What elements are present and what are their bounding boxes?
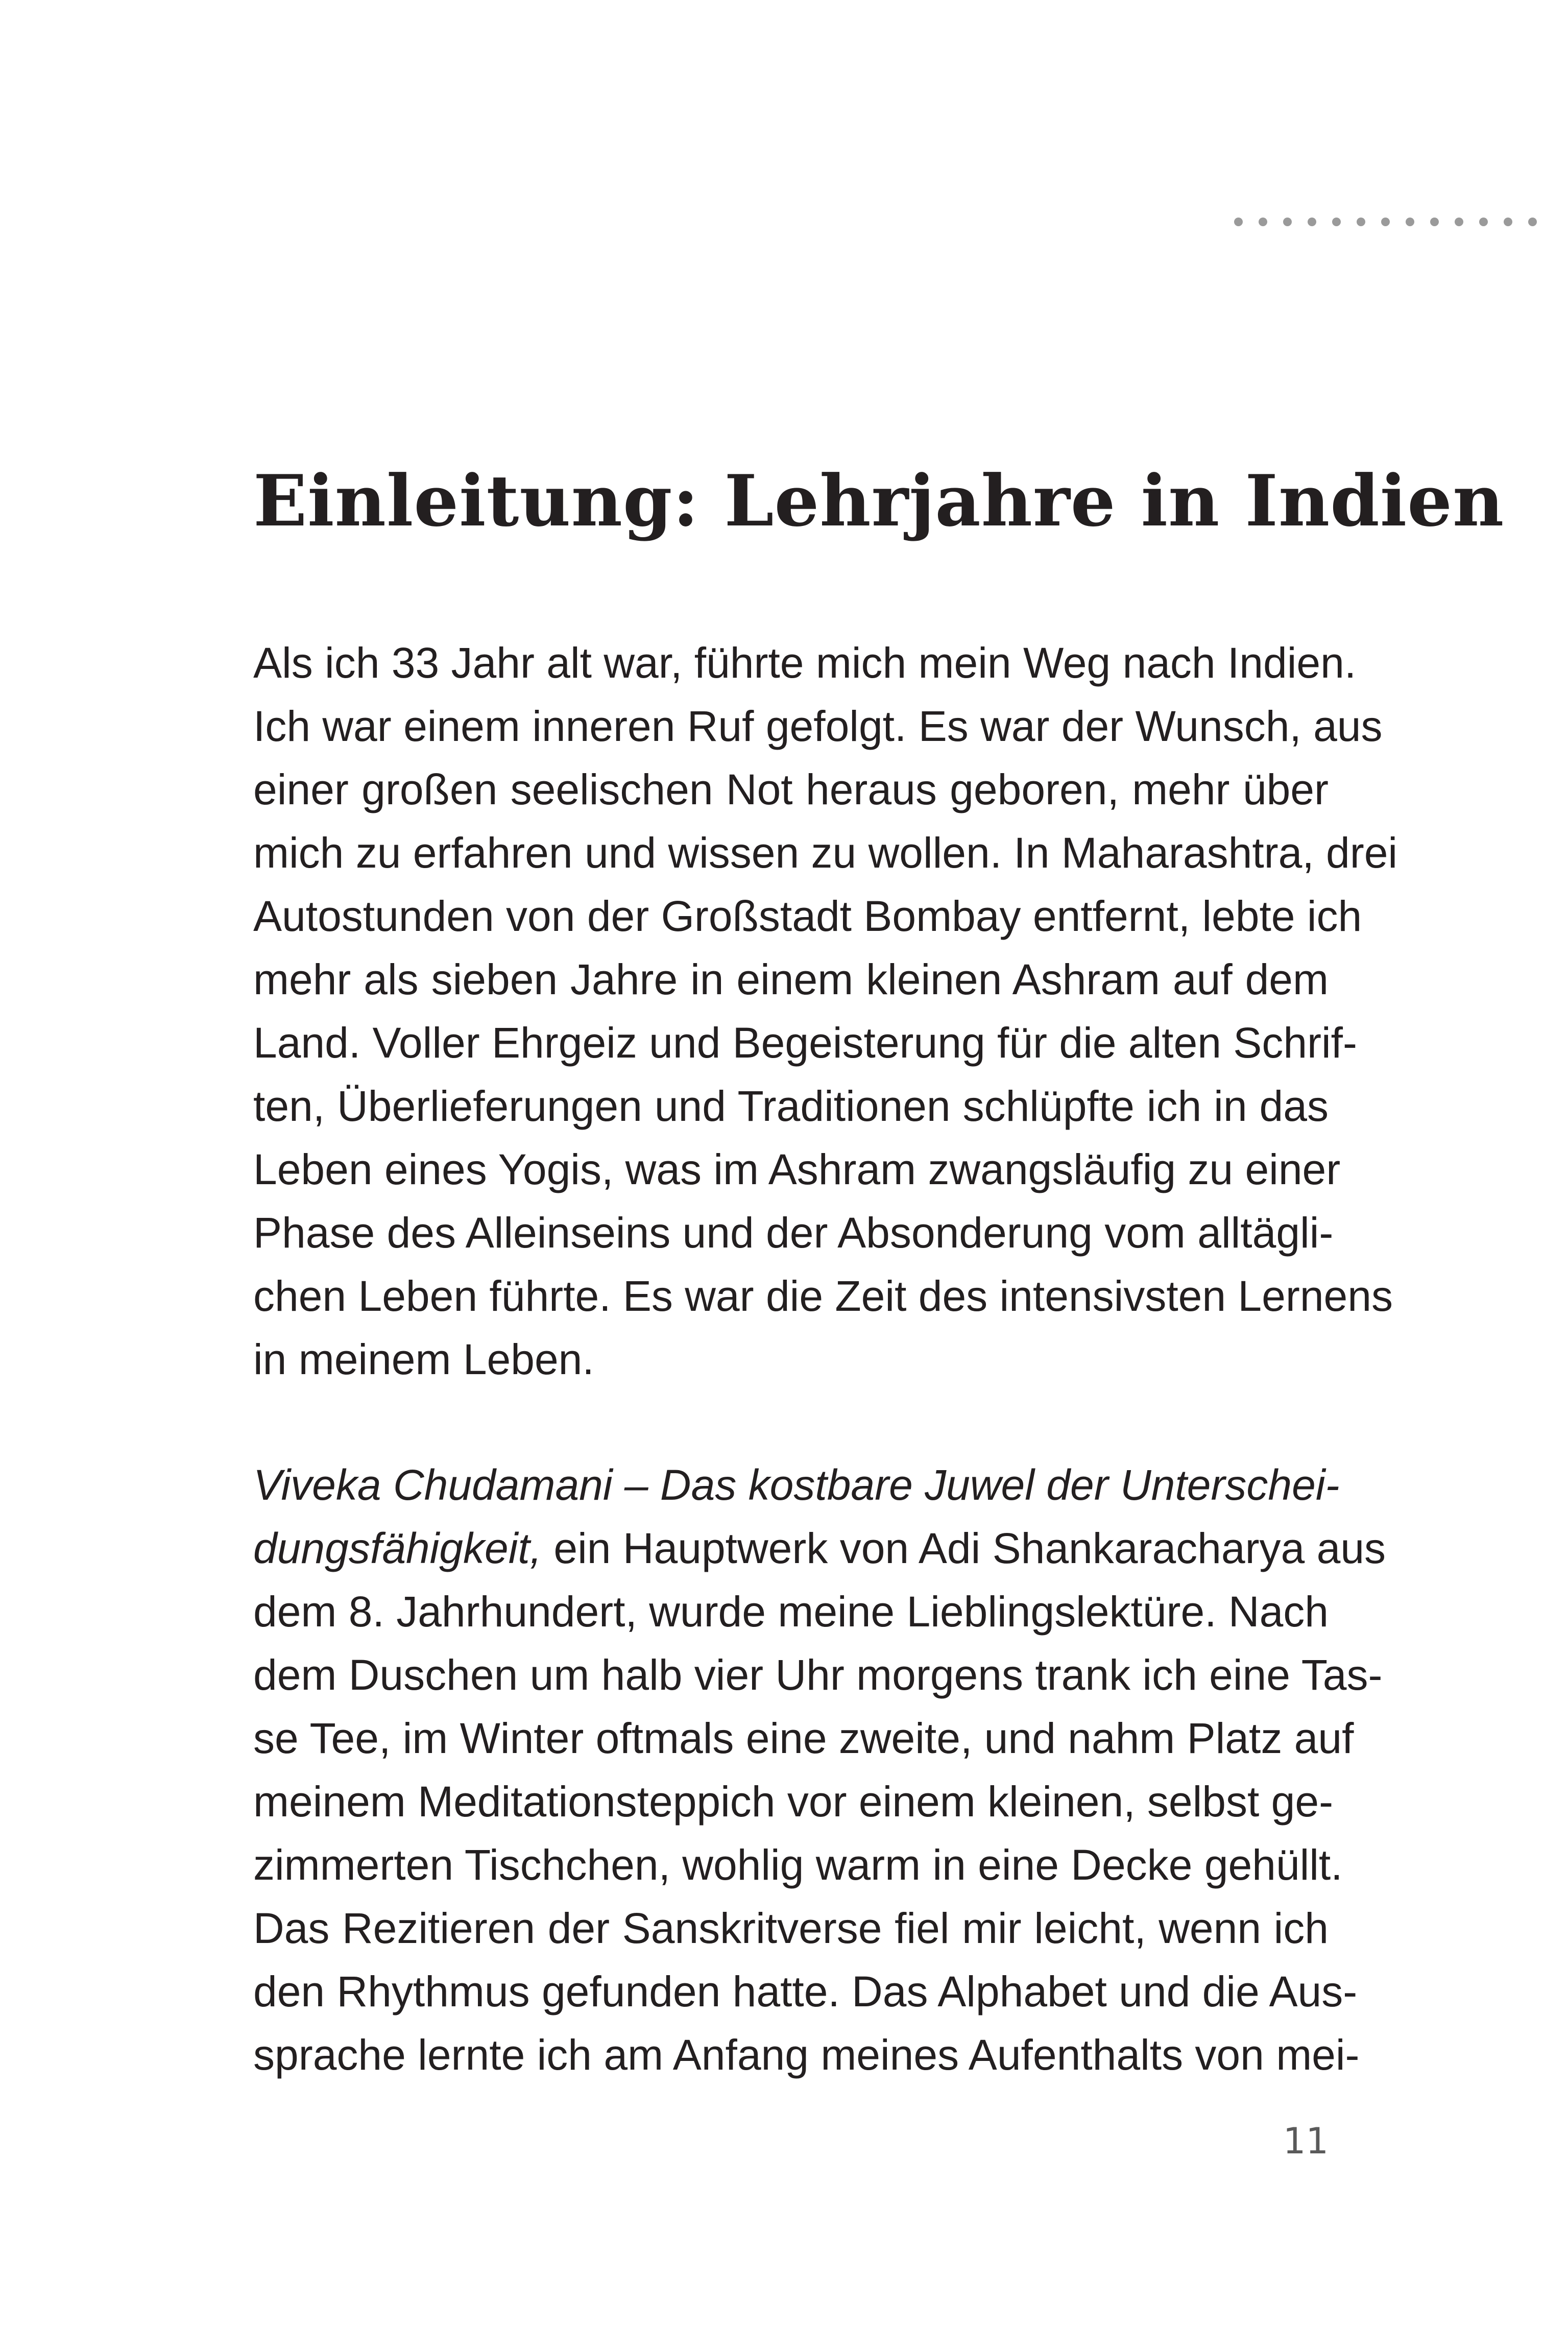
text-line: Autostunden von der Großstadt Bombay entfernt, lebte ich bbox=[253, 892, 1362, 940]
text-line: Phase des Alleinseins und der Absonderung vom alltägli- bbox=[253, 1209, 1334, 1257]
text-line: mehr als sieben Jahre in einem kleinen Ashram auf dem bbox=[253, 955, 1329, 1003]
paragraph-1 bbox=[253, 631, 1398, 1391]
dot bbox=[1528, 218, 1537, 226]
dot bbox=[1283, 218, 1292, 226]
book-title-italic-continued: dungsfähigkeit, bbox=[253, 1524, 542, 1572]
dot bbox=[1455, 218, 1463, 226]
dot bbox=[1381, 218, 1390, 226]
text-line: chen Leben führte. Es war die Zeit des intensivsten Lernens bbox=[253, 1272, 1393, 1320]
dot bbox=[1332, 218, 1341, 226]
text-line: meinem Meditationsteppich vor einem kleinen, selbst ge- bbox=[253, 1778, 1334, 1826]
dot bbox=[1406, 218, 1414, 226]
text-line bbox=[253, 1517, 1386, 1580]
text-line: Das Rezitieren der Sanskritverse fiel mir leicht, wenn ich bbox=[253, 1904, 1329, 1952]
book-title-italic: Viveka Chudamani – Das kostbare Juwel der Unterschei- bbox=[253, 1461, 1340, 1509]
dot bbox=[1430, 218, 1439, 226]
text-line: se Tee, im Winter oftmals eine zweite, und nahm Platz auf bbox=[253, 1714, 1354, 1762]
dot bbox=[1357, 218, 1365, 226]
dot bbox=[1504, 218, 1512, 226]
text-line: sprache lernte ich am Anfang meines Aufenthalts von mei- bbox=[253, 2031, 1360, 2079]
text-line: Als ich 33 Jahr alt war, führte mich mein Weg nach Indien. bbox=[253, 639, 1357, 687]
paragraph-2 bbox=[253, 1453, 1386, 2086]
text-line: einer großen seelischen Not heraus geboren, mehr über bbox=[253, 765, 1329, 813]
dot bbox=[1479, 218, 1488, 226]
text-line: Ich war einem inneren Ruf gefolgt. Es war der Wunsch, aus bbox=[253, 702, 1383, 750]
page-number: 11 bbox=[1283, 2120, 1329, 2162]
dot bbox=[1234, 218, 1243, 226]
text-line: den Rhythmus gefunden hatte. Das Alphabet und die Aus- bbox=[253, 1967, 1358, 2015]
chapter-title: Einleitung: Lehrjahre in Indien bbox=[253, 459, 1505, 543]
text-line: dem Duschen um halb vier Uhr morgens trank ich eine Tas- bbox=[253, 1651, 1383, 1699]
text-line: dem 8. Jahrhundert, wurde meine Lieblingslektüre. Nach bbox=[253, 1588, 1329, 1636]
text-line: mich zu erfahren und wissen zu wollen. In Maharashtra, drei bbox=[253, 829, 1398, 877]
text-line: in meinem Leben. bbox=[253, 1335, 594, 1383]
text-line: Leben eines Yogis, was im Ashram zwangsläufig zu einer bbox=[253, 1145, 1341, 1193]
decorative-dot-row bbox=[1234, 218, 1553, 226]
text-line: Land. Voller Ehrgeiz und Begeisterung für die alten Schrif- bbox=[253, 1019, 1357, 1067]
text-line bbox=[253, 1453, 1340, 1517]
dot bbox=[1259, 218, 1267, 226]
text-line: zimmerten Tischchen, wohlig warm in eine Decke gehüllt. bbox=[253, 1841, 1343, 1889]
text-line: ten, Überlieferungen und Traditionen schlüpfte ich in das bbox=[253, 1082, 1329, 1130]
text-fragment: ein Hauptwerk von Adi Shankaracharya aus bbox=[542, 1524, 1386, 1572]
dot bbox=[1308, 218, 1316, 226]
